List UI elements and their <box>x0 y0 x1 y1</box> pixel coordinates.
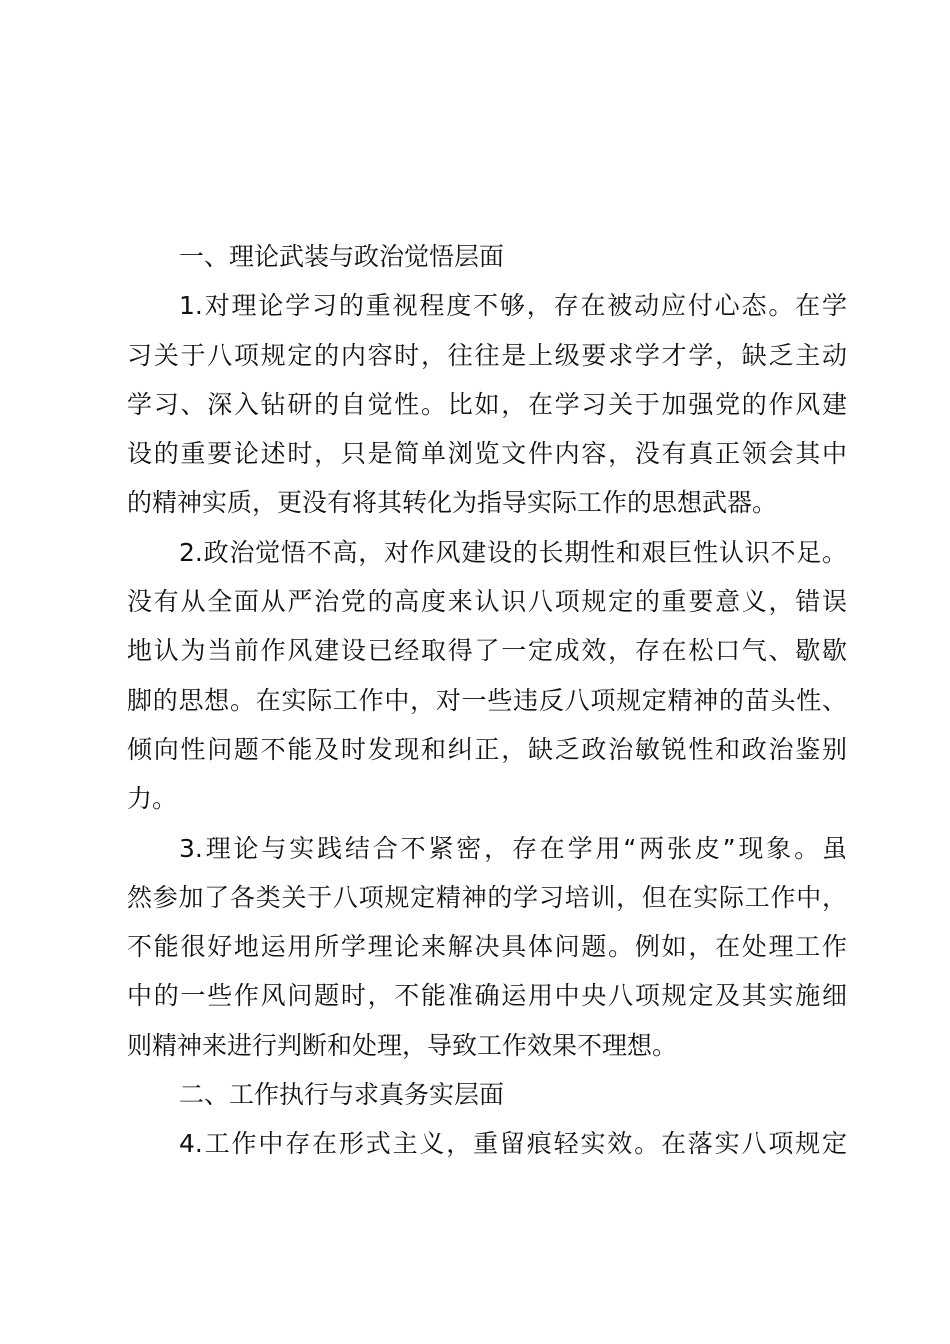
paragraph-1-line: 学习、深入钻研的自觉性。比如，在学习关于加强党的作风建 <box>127 389 847 419</box>
section-heading-1: 一、理论武装与政治觉悟层面 <box>179 242 505 271</box>
paragraph-2-line: 2.政治觉悟不高，对作风建设的长期性和艰巨性认识不足。 <box>179 537 847 567</box>
section-heading-2: 二、工作执行与求真务实层面 <box>179 1080 505 1110</box>
paragraph-1-line: 的精神实质，更没有将其转化为指导实际工作的思想武器。 <box>127 488 778 518</box>
paragraph-2-line: 没有从全面从严治党的高度来认识八项规定的重要意义，错误 <box>127 587 847 617</box>
paragraph-1-line: 1.对理论学习的重视程度不够，存在被动应付心态。在学 <box>179 291 847 321</box>
paragraph-3-line: 中的一些作风问题时，不能准确运用中央八项规定及其实施细 <box>127 981 847 1011</box>
paragraph-1-line: 习关于八项规定的内容时，往往是上级要求学才学，缺乏主动 <box>127 340 847 370</box>
paragraph-2-line: 力。 <box>127 784 178 814</box>
paragraph-2-line: 倾向性问题不能及时发现和纠正，缺乏政治敏锐性和政治鉴别 <box>127 734 847 764</box>
paragraph-2-line: 脚的思想。在实际工作中，对一些违反八项规定精神的苗头性、 <box>127 685 847 715</box>
paragraph-3-line: 不能很好地运用所学理论来解决具体问题。例如，在处理工作 <box>127 932 847 962</box>
paragraph-1-line: 设的重要论述时，只是简单浏览文件内容，没有真正领会其中 <box>127 439 847 469</box>
paragraph-3-line: 然参加了各类关于八项规定精神的学习培训，但在实际工作中， <box>127 882 847 912</box>
document-body <box>127 232 847 1169</box>
paragraph-3-line: 3.理论与实践结合不紧密，存在学用“两张皮”现象。虽 <box>179 833 847 863</box>
paragraph-2-line: 地认为当前作风建设已经取得了一定成效，存在松口气、歇歇 <box>127 636 847 666</box>
paragraph-4-line: 4.工作中存在形式主义，重留痕轻实效。在落实八项规定 <box>179 1129 847 1159</box>
paragraph-3-line: 则精神来进行判断和处理，导致工作效果不理想。 <box>127 1030 678 1060</box>
